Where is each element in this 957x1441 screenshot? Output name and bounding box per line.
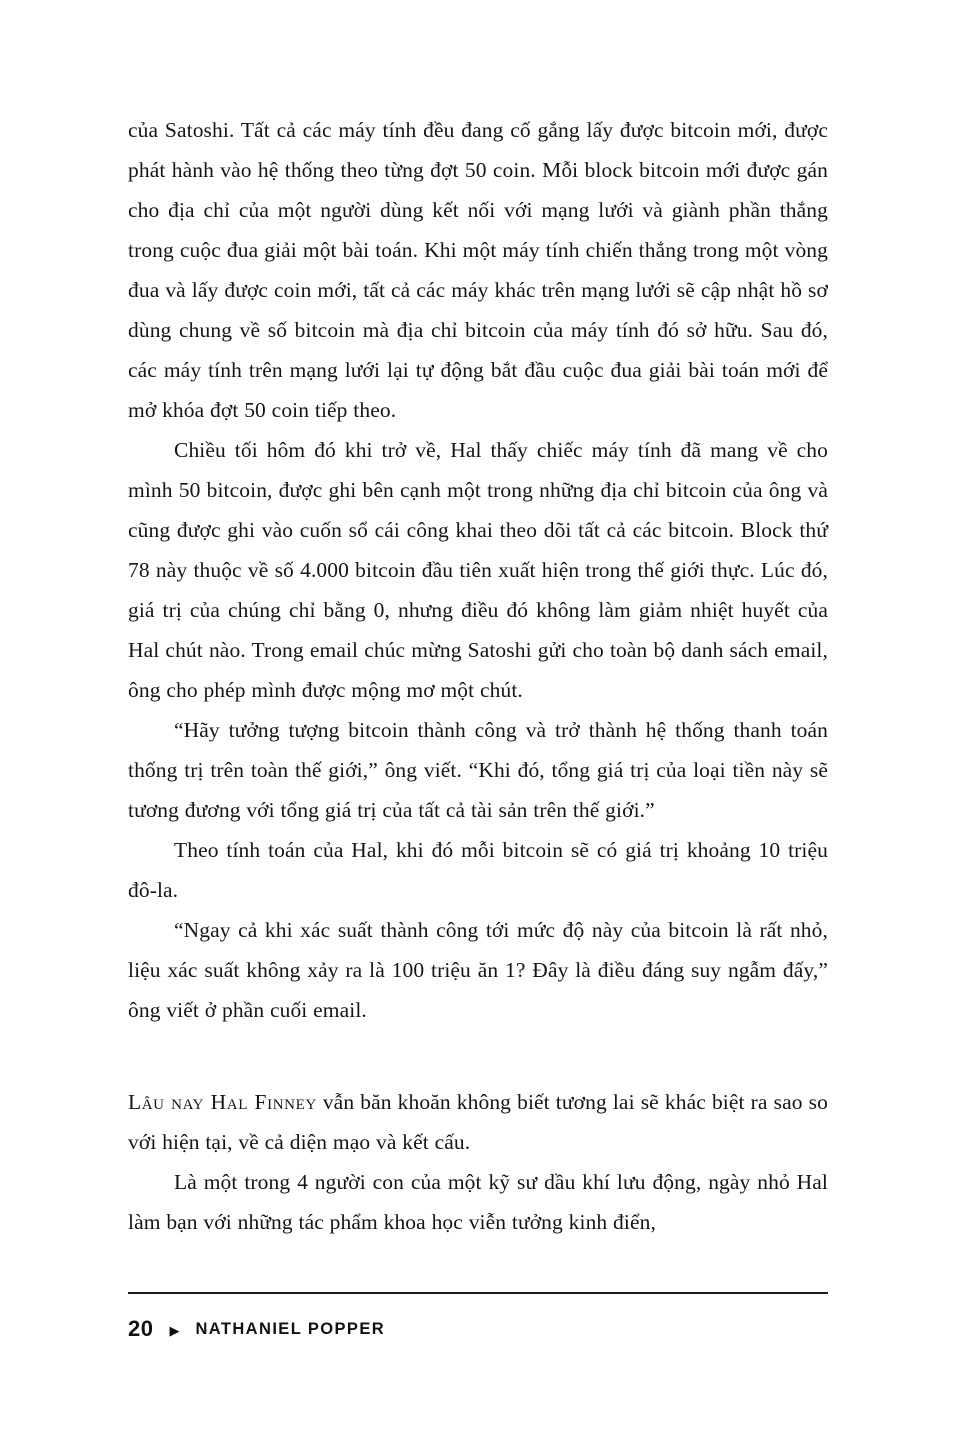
running-head-author: NATHANIEL POPPER <box>195 1319 386 1338</box>
small-caps-lead-in: Lâu nay Hal Finney <box>128 1090 317 1114</box>
section-two-lead-rest: vẫn băn khoăn không biết tương lai sẽ khác biệt ra sao so với hiện tại, về cả diện mạo và kết cấu. <box>128 1090 828 1154</box>
page-number: 20 <box>128 1316 154 1341</box>
paragraph-5: “Ngay cả khi xác suất thành công tới mức độ này của bitcoin là rất nhỏ, liệu xác suất không xảy ra là 100 triệu ăn 1? Đây là điều đáng suy ngẫm đấy,” ông viết ở phần cuối email. <box>128 918 828 1022</box>
paragraph-3: “Hãy tưởng tượng bitcoin thành công và trở thành hệ thống thanh toán thống trị trên toàn thế giới,” ông viết. “Khi đó, tổng giá trị của loại tiền này sẽ tương đương với tổng giá trị của tất cả tài sản trên thế giới.” <box>128 718 828 822</box>
right-triangle-icon: ▶ <box>169 1322 180 1338</box>
page-body-text <box>128 110 828 1242</box>
paragraph-1: của Satoshi. Tất cả các máy tính đều đang cố gắng lấy được bitcoin mới, được phát hành vào hệ thống theo từng đợt 50 coin. Mỗi block bitcoin mới được gán cho địa chỉ của một người dùng kết nối với mạng lưới và giành phần thắng trong cuộc đua giải một bài toán. Khi một máy tính chiến thắng trong một vòng đua và lấy được coin mới, tất cả các máy khác trên mạng lưới sẽ cập nhật hồ sơ dùng chung về số bitcoin mà địa chỉ bitcoin của máy tính đó sở hữu. Sau đó, các máy tính trên mạng lưới lại tự động bắt đầu cuộc đua giải bài toán mới để mở khóa đợt 50 coin tiếp theo. <box>128 118 828 422</box>
paragraph-2: Chiều tối hôm đó khi trở về, Hal thấy chiếc máy tính đã mang về cho mình 50 bitcoin, được ghi bên cạnh một trong những địa chỉ bitcoin của ông và cũng được ghi vào cuốn sổ cái công khai theo dõi tất cả các bitcoin. Block thứ 78 này thuộc về số 4.000 bitcoin đầu tiên xuất hiện trong thế giới thực. Lúc đó, giá trị của chúng chỉ bằng 0, nhưng điều đó không làm giảm nhiệt huyết của Hal chút nào. Trong email chúc mừng Satoshi gửi cho toàn bộ danh sách email, ông cho phép mình được mộng mơ một chút. <box>128 438 828 702</box>
paragraph-4: Theo tính toán của Hal, khi đó mỗi bitcoin sẽ có giá trị khoảng 10 triệu đô-la. <box>128 838 828 902</box>
footer-divider <box>128 1292 828 1294</box>
page-footer <box>128 1292 828 1342</box>
section-two-paragraph: Là một trong 4 người con của một kỹ sư dầu khí lưu động, ngày nhỏ Hal làm bạn với những tác phẩm khoa học viễn tưởng kinh điển, <box>128 1170 828 1234</box>
footer-row <box>128 1316 828 1342</box>
section-break <box>128 1030 828 1082</box>
section-two-opening-paragraph <box>128 1082 828 1162</box>
